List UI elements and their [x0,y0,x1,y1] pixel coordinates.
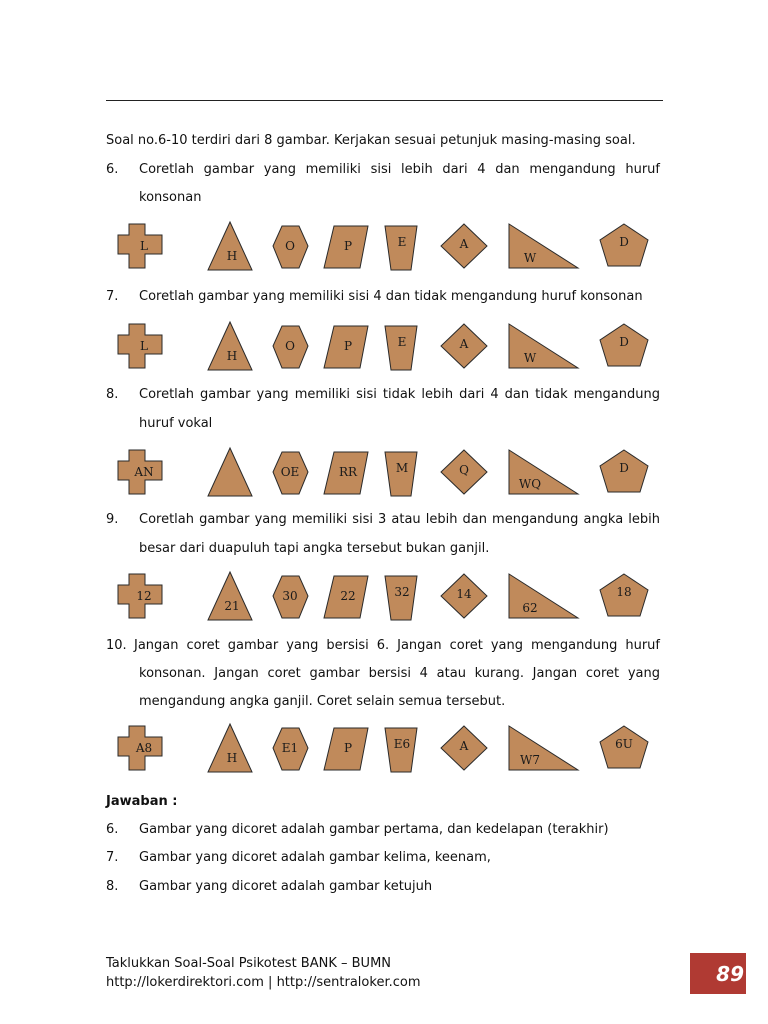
question-9-number: 9. [106,512,119,527]
figure-label: P [343,741,353,755]
triangle-figure [208,572,252,620]
parallelogram-figure [324,226,368,268]
figure-label: D [619,461,629,475]
figure-label: 62 [522,601,538,615]
figure-label: 22 [340,589,356,603]
figure-label: OE [280,465,300,479]
pentagon-figure [600,726,648,768]
figure-label: 12 [136,589,152,603]
trapezoid-figure [385,326,417,370]
figure-label: A [459,739,469,753]
question-10-figures [112,720,672,784]
answers-title: Jawaban : [106,794,178,809]
right-triangle-shape [509,224,578,268]
question-10-number: 10. [106,638,127,653]
figure-label: 14 [456,587,472,601]
answer-6-text: Gambar yang dicoret adalah gambar pertama, dan kedelapan (terakhir) [139,822,609,837]
figure-label: H [226,249,238,263]
triangle-figure [208,448,252,496]
figure-label: W [523,351,537,365]
footer-links: http://lokerdirektori.com | http://sentraloker.com [106,975,421,990]
question-7-number: 7. [106,289,119,304]
cross-figure [118,574,162,618]
right-triangle-figure [509,574,578,618]
figure-label: M [395,461,409,475]
pentagon-figure [600,574,648,616]
figure-label: H [226,751,238,765]
figure-label: 30 [282,589,298,603]
diamond-figure [441,726,487,770]
figure-label: 32 [394,585,410,599]
pentagon-figure [600,224,648,266]
figure-strip [112,318,672,382]
question-8-text: Coretlah gambar yang memiliki sisi tidak lebih dari 4 dan tidak mengandung [139,387,660,402]
page-number: 89 [716,962,744,986]
question-10-text-cont: konsonan. Jangan coret gambar bersisi 4 atau kurang. Jangan coret yang [139,666,660,681]
figure-label: 6U [615,737,633,751]
answer-7-text: Gambar yang dicoret adalah gambar kelima, keenam, [139,850,491,865]
parallelogram-figure [324,452,368,494]
parallelogram-figure [324,576,368,618]
cross-figure [118,224,162,268]
triangle-figure [208,222,252,270]
diamond-figure [441,574,487,618]
figure-label: L [140,239,148,253]
question-10-text: Jangan coret gambar yang bersisi 6. Jangan coret yang mengandung huruf [134,638,660,653]
trapezoid-figure [385,576,417,620]
hexagon-figure [273,326,308,368]
figure-label: A8 [135,741,153,755]
right-triangle-figure [509,450,578,494]
parallelogram-figure [324,326,368,368]
figure-label: RR [338,465,358,479]
figure-label: L [140,339,148,353]
hexagon-figure [273,576,308,618]
figure-label: Q [459,463,469,477]
right-triangle-shape [509,574,578,618]
triangle-figure [208,322,252,370]
question-9-text-cont: besar dari duapuluh tapi angka tersebut bukan ganjil. [139,541,490,556]
figure-label: 18 [616,585,632,599]
trapezoid-figure [385,452,417,496]
answer-7-number: 7. [106,850,119,865]
pentagon-figure [600,324,648,366]
figure-label: W [523,251,537,265]
trapezoid-figure [385,728,417,772]
question-7-figures [112,318,672,382]
figure-strip [112,568,672,632]
question-6-text-cont: konsonan [139,190,202,205]
figure-label: O [285,339,295,353]
figure-label: E [397,335,407,349]
hexagon-figure [273,226,308,268]
intro-text: Soal no.6-10 terdiri dari 8 gambar. Kerjakan sesuai petunjuk masing-masing soal. [106,133,636,148]
hexagon-figure [273,728,308,770]
figure-label: E [397,235,407,249]
figure-label: H [226,349,238,363]
figure-label: O [285,239,295,253]
figure-label: WQ [518,477,542,491]
question-8-number: 8. [106,387,119,402]
pentagon-figure [600,450,648,492]
cross-figure [118,324,162,368]
figure-label: D [619,335,629,349]
figure-label: E1 [281,741,299,755]
diamond-figure [441,324,487,368]
cross-figure [118,726,162,770]
figure-label: P [343,339,353,353]
footer-title: Taklukkan Soal-Soal Psikotest BANK – BUMN [106,956,392,971]
parallelogram-figure [324,728,368,770]
page-number-underline [690,992,746,994]
diamond-figure [441,450,487,494]
hexagon-figure [273,452,308,494]
answer-6-number: 6. [106,822,119,837]
right-triangle-shape [509,324,578,368]
diamond-figure [441,224,487,268]
right-triangle-figure [509,224,578,268]
question-8-figures [112,444,672,508]
right-triangle-figure [509,324,578,368]
figure-label: P [343,239,353,253]
figure-label: A [459,237,469,251]
figure-label: 21 [224,599,240,613]
question-6-number: 6. [106,162,119,177]
figure-label: AN [134,465,154,479]
figure-strip [112,444,672,508]
question-10-text-cont2: mengandung angka ganjil. Coret selain semua tersebut. [139,694,506,709]
header-rule [106,100,663,101]
triangle-figure [208,724,252,772]
figure-strip [112,720,672,784]
figure-label: W7 [520,753,540,767]
question-9-figures [112,568,672,632]
cross-figure [118,450,162,494]
figure-label: E6 [393,737,411,751]
trapezoid-figure [385,226,417,270]
question-7-text: Coretlah gambar yang memiliki sisi 4 dan tidak mengandung huruf konsonan [139,289,643,304]
figure-label: D [619,235,629,249]
question-9-text: Coretlah gambar yang memiliki sisi 3 atau lebih dan mengandung angka lebih [139,512,660,527]
answer-8-number: 8. [106,879,119,894]
triangle-shape [208,448,252,496]
question-6-text: Coretlah gambar yang memiliki sisi lebih dari 4 dan mengandung huruf [139,162,660,177]
question-8-text-cont: huruf vokal [139,416,213,431]
question-6-figures [112,218,672,282]
answer-8-text: Gambar yang dicoret adalah gambar ketujuh [139,879,433,894]
figure-label: A [459,337,469,351]
figure-strip [112,218,672,282]
right-triangle-figure [509,726,578,770]
